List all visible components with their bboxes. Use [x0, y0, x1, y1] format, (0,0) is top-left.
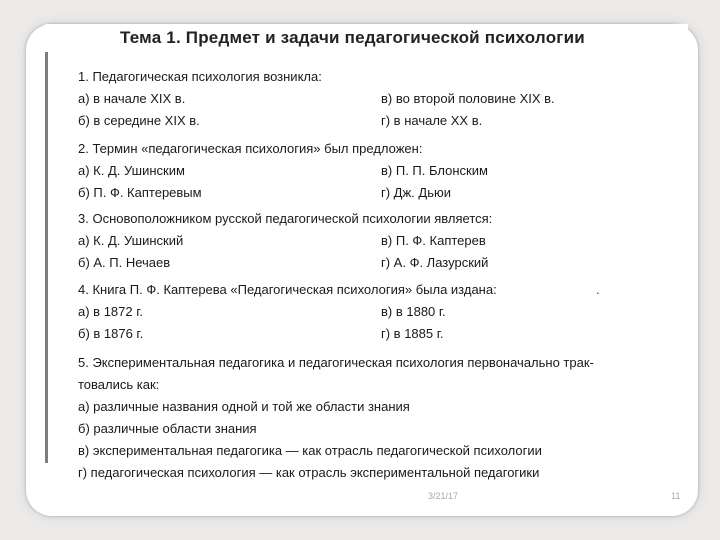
- option-d: г) в начале XX в.: [381, 113, 483, 128]
- option-b: б) П. Ф. Каптеревым: [78, 185, 202, 200]
- question-4: [78, 279, 497, 345]
- option-b: б) в 1876 г.: [78, 326, 144, 341]
- option-a: а) К. Д. Ушинским: [78, 163, 185, 178]
- question-text-line2: товались как:: [78, 377, 160, 392]
- question-text: 4. Книга П. Ф. Каптерева «Педагогическая психология» была издана:: [78, 282, 497, 297]
- question-text: 3. Основоположником русской педагогической психологии является:: [78, 211, 493, 226]
- option-d: г) Дж. Дьюи: [381, 185, 451, 200]
- question-2: [78, 138, 488, 204]
- option-a: а) в начале XIX в.: [78, 91, 186, 106]
- option-d: г) педагогическая психология — как отрасль экспериментальной педагогики: [78, 465, 540, 480]
- option-a: а) в 1872 г.: [78, 304, 143, 319]
- sheet-left-border: [45, 52, 48, 463]
- option-a: а) различные названия одной и той же области знания: [78, 399, 410, 414]
- stray-mark: .: [596, 282, 600, 297]
- question-1: [78, 66, 555, 132]
- option-c: в) в 1880 г.: [381, 304, 446, 319]
- option-d: г) в 1885 г.: [381, 326, 444, 341]
- option-c: в) П. П. Блонским: [381, 163, 488, 178]
- footer-date: 3/21/17: [428, 491, 459, 501]
- question-3: [78, 208, 492, 274]
- question-5: [78, 352, 690, 484]
- option-c: в) во второй половине XIX в.: [381, 91, 555, 106]
- option-a: а) К. Д. Ушинский: [78, 233, 184, 248]
- option-c: в) П. Ф. Каптерев: [381, 233, 486, 248]
- option-b: б) в середине XIX в.: [78, 113, 200, 128]
- question-text: 1. Педагогическая психология возникла:: [78, 69, 322, 84]
- question-text: 2. Термин «педагогическая психология» был предложен:: [78, 141, 423, 156]
- footer-page-number: 11: [671, 491, 681, 501]
- option-d: г) А. Ф. Лазурский: [381, 255, 489, 270]
- option-b: б) различные области знания: [78, 421, 257, 436]
- option-c: в) экспериментальная педагогика — как отрасль педагогической психологии: [78, 443, 542, 458]
- option-b: б) А. П. Нечаев: [78, 255, 171, 270]
- question-text-line1: 5. Экспериментальная педагогика и педагогическая психология первоначально трак-: [78, 355, 594, 370]
- page-title: Тема 1. Предмет и задачи педагогической психологии: [120, 28, 585, 47]
